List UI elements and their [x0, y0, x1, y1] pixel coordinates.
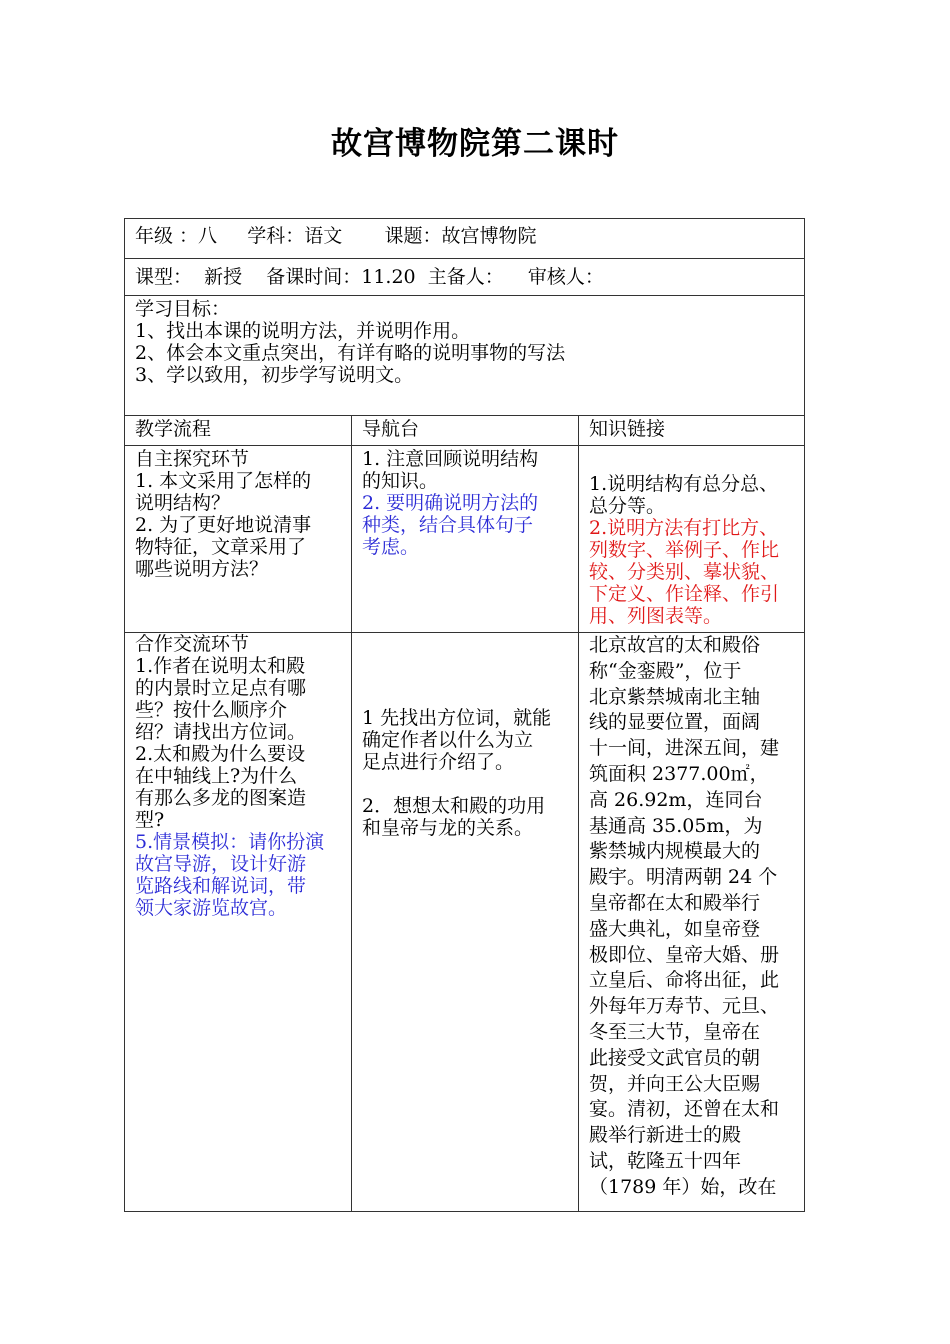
link-line: 总分等。	[589, 495, 666, 517]
guide-line-highlight: 种类，结合具体句子	[362, 514, 534, 536]
flow-line: 物特征，文章采用了	[135, 536, 307, 558]
column-header-label: 教学流程	[135, 418, 212, 440]
section-heading: 合作交流环节	[135, 633, 250, 655]
link-line: 极即位、皇帝大婚、册	[589, 943, 780, 966]
link-line: 筑面积 2377.00㎡，	[589, 762, 769, 785]
section2-flow-cell	[124, 632, 352, 1212]
link-line: 试，乾隆五十四年	[589, 1149, 742, 1172]
guide-line: 1. 注意回顾说明结构	[362, 448, 539, 470]
column-header-label: 导航台	[362, 418, 420, 440]
learning-goals	[124, 295, 805, 416]
link-line-highlight: 下定义、作诠释、作引	[589, 583, 780, 605]
flow-line: 说明结构？	[135, 492, 231, 514]
flow-line: 在中轴线上?为什么	[135, 765, 298, 787]
guide-line: 2．想想太和殿的功用	[362, 795, 546, 817]
guide-line-highlight: 考虑。	[362, 536, 420, 558]
guide-line: 确定作者以什么为立	[362, 729, 534, 751]
link-line: 殿举行新进士的殿	[589, 1124, 742, 1147]
link-line: 称“金銮殿”，位于	[589, 659, 742, 682]
flow-line: 绍？请找出方位词。	[135, 721, 307, 743]
column-header-flow	[124, 415, 352, 446]
link-line-highlight: 用、列图表等。	[589, 605, 723, 627]
link-line-highlight: 列数字、举例子、作比	[589, 539, 780, 561]
column-header-guide	[351, 415, 579, 446]
goal-item: 2、体会本文重点突出，有详有略的说明事物的写法	[135, 342, 566, 364]
link-line: 立皇后、命将出征，此	[589, 969, 780, 992]
grade-subject-topic: 年级 ：八 学科：语文 课题：故宫博物院	[135, 225, 537, 247]
header-row-type	[124, 258, 805, 296]
link-line: 外每年万寿节、元旦、	[589, 995, 780, 1018]
link-line: （1789 年）始，改在	[589, 1175, 777, 1198]
section1-flow-cell	[124, 445, 352, 633]
link-line: 紫禁城内规模最大的	[589, 840, 761, 863]
link-line: 冬至三大节，皇帝在	[589, 1020, 761, 1043]
lesson-type-info: 课型： 新授 备课时间：11.20 主备人： 审核人：	[135, 266, 604, 288]
link-line: 殿宇。明清两朝 24 个	[589, 866, 778, 889]
flow-line: 1.作者在说明太和殿	[135, 655, 306, 677]
link-line: 北京故宫的太和殿俗	[589, 634, 761, 656]
flow-line-highlight: 5.情景模拟：请你扮演	[135, 831, 325, 853]
link-line: 皇帝都在太和殿举行	[589, 891, 761, 914]
link-line: 高 26.92m，连同台	[589, 788, 763, 811]
link-line: 线的显要位置，面阔	[589, 711, 761, 734]
guide-line: 足点进行介绍了。	[362, 751, 515, 773]
column-header-label: 知识链接	[589, 418, 666, 440]
flow-line: 哪些说明方法？	[135, 558, 269, 580]
guide-line: 和皇帝与龙的关系。	[362, 817, 534, 839]
flow-line: 2. 为了更好地说清事	[135, 514, 312, 536]
section2-guide-cell	[351, 632, 579, 1212]
goal-item: 3、学以致用，初步学写说明文。	[135, 364, 414, 386]
link-line: 盛大典礼，如皇帝登	[589, 917, 761, 940]
link-line-highlight: 较、分类别、摹状貌、	[589, 561, 780, 583]
guide-line: 1 先找出方位词，就能	[362, 707, 552, 729]
flow-line: 的内景时立足点有哪	[135, 677, 307, 699]
flow-line: 型?	[135, 809, 165, 831]
guide-line: 的知识。	[362, 470, 439, 492]
flow-line: 些？按什么顺序介	[135, 699, 288, 721]
link-line: 十一间，进深五间，建	[589, 737, 780, 760]
page-title: 故宫博物院第二课时	[331, 126, 619, 162]
link-line: 基通高 35.05m，为	[589, 814, 763, 837]
section1-guide-cell	[351, 445, 579, 633]
section1-link-cell	[578, 445, 805, 633]
link-line: 北京紫禁城南北主轴	[589, 685, 761, 708]
flow-line: 有那么多龙的图案造	[135, 787, 307, 809]
link-line: 贺，并向王公大臣赐	[589, 1072, 761, 1095]
link-line: 宴。清初，还曾在太和	[589, 1098, 780, 1121]
link-line: 1.说明结构有总分总、	[589, 473, 779, 495]
flow-line-highlight: 领大家游览故宫。	[135, 897, 288, 919]
flow-line: 1. 本文采用了怎样的	[135, 470, 312, 492]
section-heading: 自主探究环节	[135, 448, 250, 470]
flow-line: 2.太和殿为什么要设	[135, 743, 306, 765]
flow-line-highlight: 故宫导游，设计好游	[135, 853, 307, 875]
flow-line-highlight: 览路线和解说词，带	[135, 875, 307, 897]
goals-heading: 学习目标：	[135, 298, 231, 320]
guide-line-highlight: 2. 要明确说明方法的	[362, 492, 539, 514]
header-row-grade	[124, 218, 805, 259]
link-line-highlight: 2.说明方法有打比方、	[589, 517, 779, 539]
column-header-link	[578, 415, 805, 446]
spacer	[362, 773, 572, 795]
link-line: 此接受文武官员的朝	[589, 1046, 761, 1069]
section2-link-cell	[578, 632, 805, 1212]
goal-item: 1、找出本课的说明方法，并说明作用。	[135, 320, 471, 342]
